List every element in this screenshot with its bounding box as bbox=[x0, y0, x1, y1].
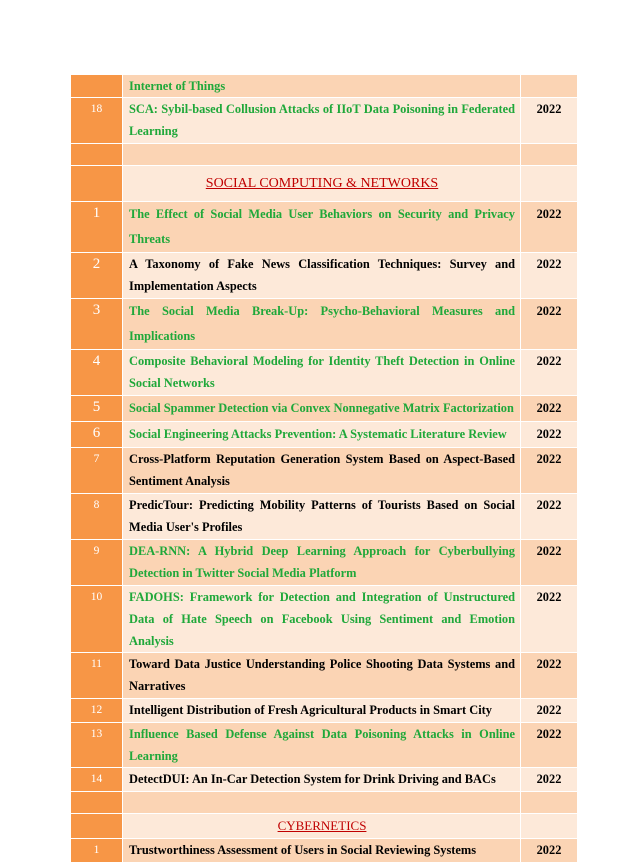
publication-table-body bbox=[71, 75, 578, 863]
publication-year: 2022 bbox=[521, 839, 578, 863]
publication-year: 2022 bbox=[521, 540, 578, 586]
row-number: 4 bbox=[71, 350, 123, 396]
paper-title: DetectDUI: An In-Car Detection System for Drink Driving and BACs bbox=[123, 768, 521, 792]
table-row bbox=[71, 253, 578, 299]
row-number: 14 bbox=[71, 768, 123, 792]
publication-year: 2022 bbox=[521, 653, 578, 699]
paper-title: SCA: Sybil-based Collusion Attacks of IIoT Data Poisoning in Federated Learning bbox=[123, 98, 521, 144]
publication-year bbox=[521, 792, 578, 814]
row-number: 13 bbox=[71, 723, 123, 768]
table-row bbox=[71, 699, 578, 723]
paper-title: A Taxonomy of Fake News Classification Techniques: Survey and Implementation Aspects bbox=[123, 253, 521, 299]
publication-year bbox=[521, 814, 578, 839]
table-row bbox=[71, 396, 578, 422]
table-row bbox=[71, 839, 578, 863]
paper-title: Internet of Things bbox=[123, 75, 521, 98]
section-title: CYBERNETICS bbox=[277, 818, 367, 833]
paper-title: The Effect of Social Media User Behaviors on Security and Privacy Threats bbox=[123, 202, 521, 253]
section-title-cell bbox=[123, 814, 521, 839]
paper-title bbox=[123, 144, 521, 166]
row-number: 2 bbox=[71, 253, 123, 299]
publication-year: 2022 bbox=[521, 494, 578, 540]
row-number bbox=[71, 792, 123, 814]
row-number bbox=[71, 814, 123, 839]
paper-title: Social Spammer Detection via Convex Nonnegative Matrix Factorization bbox=[123, 396, 521, 422]
row-number bbox=[71, 75, 123, 98]
publication-year: 2022 bbox=[521, 98, 578, 144]
paper-title: Trustworthiness Assessment of Users in Social Reviewing Systems bbox=[123, 839, 521, 863]
row-number: 18 bbox=[71, 98, 123, 144]
publication-year: 2022 bbox=[521, 350, 578, 396]
publication-year: 2022 bbox=[521, 253, 578, 299]
row-number: 12 bbox=[71, 699, 123, 723]
row-number: 1 bbox=[71, 839, 123, 863]
table-row bbox=[71, 448, 578, 494]
publication-year bbox=[521, 166, 578, 202]
row-number: 9 bbox=[71, 540, 123, 586]
publication-year: 2022 bbox=[521, 299, 578, 350]
row-number: 11 bbox=[71, 653, 123, 699]
row-number: 5 bbox=[71, 396, 123, 422]
section-header-row bbox=[71, 814, 578, 839]
spacer-row bbox=[71, 144, 578, 166]
section-header-row bbox=[71, 166, 578, 202]
row-number: 3 bbox=[71, 299, 123, 350]
paper-title bbox=[123, 792, 521, 814]
table-row bbox=[71, 723, 578, 768]
publication-year: 2022 bbox=[521, 202, 578, 253]
row-number bbox=[71, 144, 123, 166]
paper-title: Social Engineering Attacks Prevention: A Systematic Literature Review bbox=[123, 422, 521, 448]
table-row bbox=[71, 653, 578, 699]
paper-title: PredicTour: Predicting Mobility Patterns of Tourists Based on Social Media User's Profiles bbox=[123, 494, 521, 540]
table-row bbox=[71, 422, 578, 448]
table-row bbox=[71, 768, 578, 792]
table-row bbox=[71, 540, 578, 586]
spacer-row bbox=[71, 792, 578, 814]
table-row bbox=[71, 350, 578, 396]
paper-title: DEA-RNN: A Hybrid Deep Learning Approach for Cyberbullying Detection in Twitter Social Media Platform bbox=[123, 540, 521, 586]
publication-year: 2022 bbox=[521, 699, 578, 723]
paper-title: Intelligent Distribution of Fresh Agricultural Products in Smart City bbox=[123, 699, 521, 723]
publication-year: 2022 bbox=[521, 723, 578, 768]
row-number: 8 bbox=[71, 494, 123, 540]
table-row bbox=[71, 202, 578, 253]
section-title-cell bbox=[123, 166, 521, 202]
publication-year: 2022 bbox=[521, 586, 578, 653]
table-row bbox=[71, 75, 578, 98]
publication-year: 2022 bbox=[521, 448, 578, 494]
publication-year: 2022 bbox=[521, 422, 578, 448]
publication-year bbox=[521, 144, 578, 166]
row-number: 6 bbox=[71, 422, 123, 448]
row-number: 10 bbox=[71, 586, 123, 653]
table-row bbox=[71, 98, 578, 144]
row-number: 7 bbox=[71, 448, 123, 494]
section-title: SOCIAL COMPUTING & NETWORKS bbox=[205, 176, 439, 191]
paper-title: Toward Data Justice Understanding Police Shooting Data Systems and Narratives bbox=[123, 653, 521, 699]
paper-title: Cross-Platform Reputation Generation System Based on Aspect-Based Sentiment Analysis bbox=[123, 448, 521, 494]
table-row bbox=[71, 494, 578, 540]
paper-title: Composite Behavioral Modeling for Identity Theft Detection in Online Social Networks bbox=[123, 350, 521, 396]
publication-year: 2022 bbox=[521, 396, 578, 422]
paper-title: Influence Based Defense Against Data Poisoning Attacks in Online Learning bbox=[123, 723, 521, 768]
paper-title: FADOHS: Framework for Detection and Integration of Unstructured Data of Hate Speech on Facebook Using Sentiment and Emotion Analysis bbox=[123, 586, 521, 653]
publication-year bbox=[521, 75, 578, 98]
publication-table bbox=[70, 74, 578, 863]
row-number: 1 bbox=[71, 202, 123, 253]
table-row bbox=[71, 586, 578, 653]
paper-title: The Social Media Break-Up: Psycho-Behavioral Measures and Implications bbox=[123, 299, 521, 350]
row-number bbox=[71, 166, 123, 202]
table-row bbox=[71, 299, 578, 350]
publication-year: 2022 bbox=[521, 768, 578, 792]
